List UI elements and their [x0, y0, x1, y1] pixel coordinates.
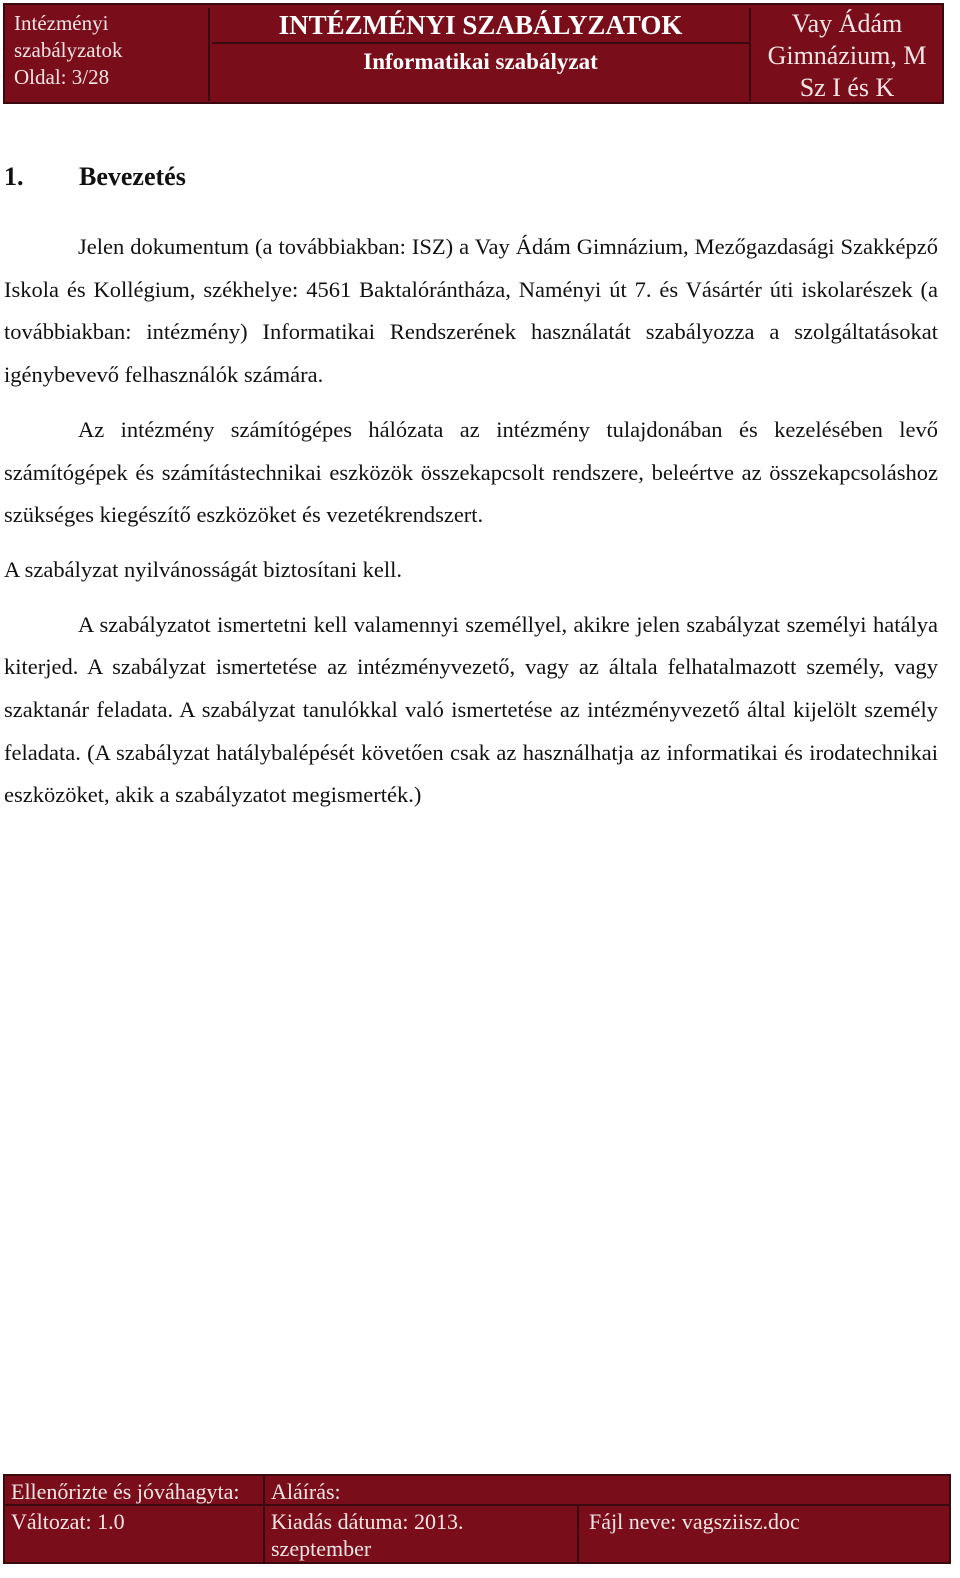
header-institution-line: Vay Ádám	[791, 9, 903, 38]
header-page-info	[8, 8, 210, 101]
header-page-number: Oldal: 3/28	[14, 65, 110, 89]
header-institution	[753, 8, 941, 101]
section-title: Bevezetés	[79, 162, 186, 191]
footer-issue-date	[265, 1506, 579, 1562]
paragraph-familiarization: A szabályzatot ismertetni kell valamennyi személlyel, akikre jelen szabályzat személyi hatálya kiterjed. A szabályzat ismertetése az intézményvezető, vagy az általa felhatalmazott személy, vagy szaktanár feladata. A szabályzat tanulókkal való ismertetése az intézményvezető által kijelölt személy feladata. (A szabályzat hatálybalépését követően csak az használhatja az informatikai és irodatechnikai eszközöket, akik a szabályzatot megismerték.)	[4, 611, 938, 808]
header-title-block	[212, 8, 751, 101]
footer-filename: Fájl neve: vagsziisz.doc	[589, 1509, 800, 1534]
footer-signature-label: Aláírás:	[265, 1476, 949, 1506]
header-title: INTÉZMÉNYI SZABÁLYZATOK	[212, 8, 749, 44]
footer-issue-date-line: szeptember	[271, 1536, 372, 1561]
section-heading	[4, 160, 186, 194]
footer-approved-label: Ellenőrizte és jóváhagyta:	[5, 1476, 265, 1506]
header-institution-line: Sz I és K	[799, 73, 895, 102]
section-number: 1.	[4, 162, 24, 191]
header-page-info-line: szabályzatok	[14, 38, 123, 62]
document-footer	[3, 1474, 951, 1564]
paragraph-publicity: A szabályzat nyilvánosságát biztosítani kell.	[4, 556, 403, 582]
header-page-info-line: Intézményi	[14, 11, 109, 35]
header-subtitle: Informatikai szabályzat	[363, 49, 598, 74]
header-institution-line: Gimnázium, M	[767, 41, 927, 70]
paragraph-intro: Jelen dokumentum (a továbbiakban: ISZ) a Vay Ádám Gimnázium, Mezőgazdasági Szakképző Iskola és Kollégium, székhelye: 4561 Baktalórántháza, Naményi út 7. és Vásártér úti iskolarészek (a továbbiakban: intézmény) Informatikai Rendszerének használatát szabályozza a szolgáltatásokat igénybevevő felhasználók számára.	[4, 234, 938, 388]
paragraph-network: Az intézmény számítógépes hálózata az intézmény tulajdonában és kezelésében levő számítógépek és számítástechnikai eszközök összekapcsolt rendszere, beleértve az összekapcsoláshoz szükséges kiegészítő eszközöket és vezetékrendszert.	[4, 416, 938, 528]
footer-issue-date-line: Kiadás dátuma: 2013.	[271, 1509, 464, 1534]
footer-version: Változat: 1.0	[5, 1506, 265, 1562]
document-body	[4, 226, 938, 829]
document-header	[3, 3, 944, 104]
